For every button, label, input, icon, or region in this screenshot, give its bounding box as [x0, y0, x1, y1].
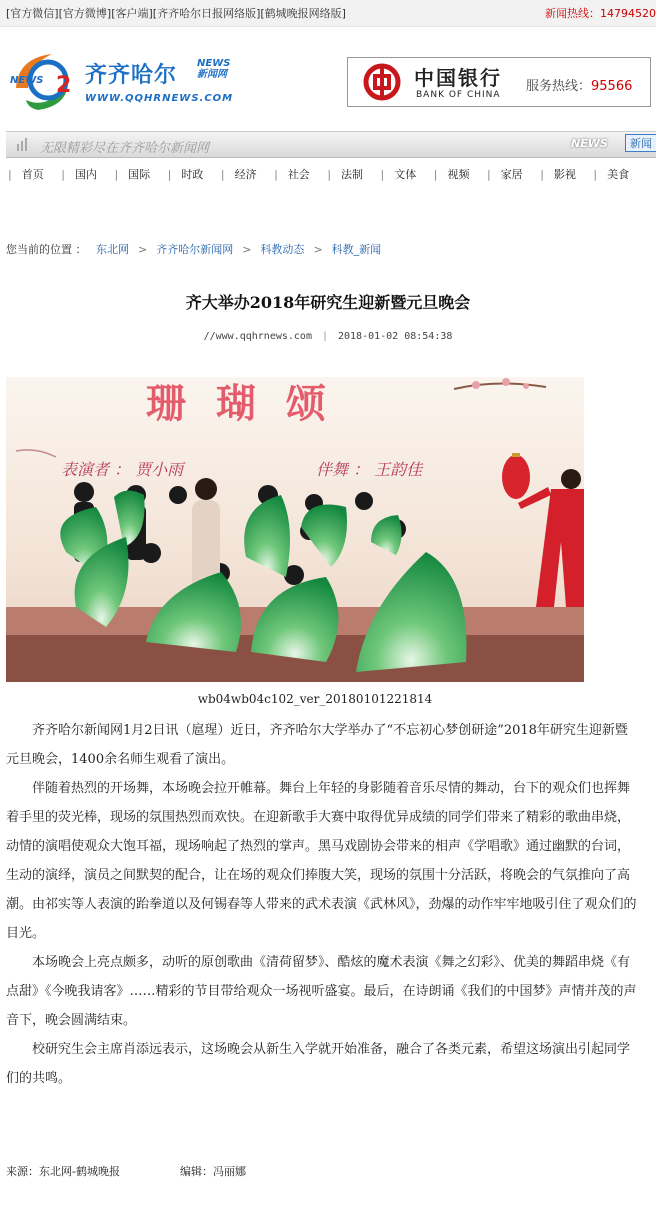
bank-service-label: 服务热线： [526, 79, 592, 94]
nav-item-culture-sports[interactable]: 文体 [394, 168, 417, 181]
article-footer [6, 1163, 246, 1179]
nav-item-domestic[interactable]: 国内 [74, 168, 97, 181]
article-photo [6, 377, 584, 682]
svg-text:2: 2 [56, 73, 72, 98]
breadcrumb-item-science-news[interactable]: 科教_新闻 [331, 243, 382, 256]
logo-url: WWW.QQHRNEWS.COM [85, 93, 234, 104]
bank-of-china-logo-icon [362, 62, 402, 102]
article-paragraph: 伴随着热烈的开场舞，本场晚会拉开帷幕。舞台上年轻的身影随着音乐尽情的舞动，台下的观众们也挥舞着手里的荧光棒，现场的氛围热烈而欢快。在迎新歌手大赛中取得优异成绩的同学们带来了精彩的歌曲串烧，动情的演唱使观众大饱耳福，现场响起了热烈的掌声。黑马戏剧协会带来的相声《学唱歌》通过幽默的台词，生动的演绎，演员之间默契的配合，让在场的观众们捧腹大笑，现场的氛围十分活跃，将晚会的气氛推向了高潮。由祁实等人表演的跆拳道以及何锡春等人带来的武术表演《武林风》，劲爆的动作牢牢地吸引住了观众们的目光。 [6, 781, 637, 941]
hotline-label: 新闻热线： [545, 7, 600, 20]
breadcrumb-item-qqhr[interactable]: 齐齐哈尔新闻网 [156, 243, 234, 256]
nav-item-video[interactable]: 视频 [447, 168, 470, 181]
slogan-news-button[interactable]: 新闻 [625, 134, 656, 152]
top-link-evening[interactable]: [鹤城晚报网络版] [260, 7, 346, 20]
logo-news-label [197, 58, 230, 80]
editor-value: 冯丽娜 [212, 1165, 246, 1178]
editor-label: 编辑： [179, 1165, 213, 1178]
breadcrumb-item-northeast[interactable]: 东北网 [96, 243, 129, 256]
bank-of-china-ad[interactable] [347, 57, 651, 107]
photo-caption: wb04wb04c102_ver_20180101221814 [197, 692, 433, 706]
top-links [6, 5, 346, 21]
top-link-weibo[interactable]: [官方微博] [58, 7, 112, 20]
slogan-bar [6, 131, 656, 158]
article-body [6, 716, 638, 1093]
main-nav: | 首页 | 国内 | 国际 | 时政 | 经济 | 社会 | 法制 | 文体 | 视频 | 家居 | 影视 | 美食 [8, 168, 630, 181]
article-meta: //www.qqhrnews.com | 2018-01-02 08:54:38 [203, 331, 453, 342]
top-link-wechat[interactable]: [官方微信] [6, 7, 59, 20]
slogan-news-badge: NEWS [571, 137, 608, 150]
nav-item-international[interactable]: 国际 [128, 168, 151, 181]
chevron-right-icon: > [138, 243, 148, 256]
article-title: 齐大举办2018年研究生迎新暨元旦晚会 [185, 293, 471, 312]
top-link-daily[interactable]: [齐齐哈尔日报网络版] [152, 7, 261, 20]
nav-item-society[interactable]: 社会 [287, 168, 310, 181]
chevron-right-icon: > [242, 243, 252, 256]
chevron-right-icon: > [313, 243, 323, 256]
nav-item-film[interactable]: 影视 [553, 168, 576, 181]
logo-badge-text: NEWS [10, 75, 44, 86]
slogan-text: 无限精彩尽在齐齐哈尔新闻网 [40, 141, 210, 156]
bars-icon [16, 138, 30, 152]
top-bar [0, 0, 656, 27]
banner-performer: 表演者 ： 贾小雨 [61, 460, 184, 479]
source-value: 东北网-鹤城晚报 [39, 1165, 120, 1178]
article-paragraph: 校研究生会主席肖添远表示，这场晚会从新生入学就开始准备，融合了各类元素，希望这场演出引起同学们的共鸣。 [6, 1042, 631, 1086]
top-link-client[interactable]: [客户端] [111, 7, 153, 20]
hotline-number: 14794520 [600, 7, 656, 20]
breadcrumb-label: 您当前的位置 ： [6, 243, 87, 256]
breadcrumb-item-science[interactable]: 科教动态 [260, 243, 305, 256]
nav-item-economy[interactable]: 经济 [234, 168, 257, 181]
nav-item-law[interactable]: 法制 [341, 168, 364, 181]
logo-title: 齐齐哈尔 [85, 63, 178, 88]
logo-news-cn: 新闻网 [197, 69, 227, 80]
article-datetime: 2018-01-02 08:54:38 [338, 331, 453, 342]
banner-dancer: 伴舞 ： 王韵佳 [316, 460, 423, 479]
source-label: 来源： [6, 1165, 39, 1178]
banner-title: 珊 瑚 颂 [146, 380, 334, 427]
site-logo[interactable] [8, 48, 248, 114]
nav-item-politics[interactable]: 时政 [181, 168, 204, 181]
article-paragraph: 齐齐哈尔新闻网1月2日讯（扈瑆）近日，齐齐哈尔大学举办了“不忘初心梦创研途”2018年研究生迎新暨元旦晚会，1400余名师生观看了演出。 [6, 723, 628, 767]
logo-news-en: NEWS [197, 58, 231, 69]
nav-item-food[interactable]: 美食 [607, 168, 630, 181]
bank-service-number: 95566 [591, 79, 633, 94]
nav-item-home[interactable]: 首页 [21, 168, 44, 181]
article-paragraph: 本场晚会上亮点颇多，动听的原创歌曲《清荷留梦》、酷炫的魔术表演《舞之幻彩》、优美的舞蹈串烧《有点甜》《今晚我请客》……精彩的节目带给观众一场视听盛宴。最后，在诗朗诵《我们的中国梦》声情并茂的声音下，晚会圆满结束。 [6, 955, 637, 1028]
breadcrumb [6, 241, 381, 257]
bank-name-en: BANK OF CHINA [416, 90, 501, 100]
logo-swoosh-icon [8, 48, 80, 114]
bank-name: 中国银行 [414, 66, 502, 90]
nav-item-home-living[interactable]: 家居 [500, 168, 523, 181]
bank-service-line [526, 75, 632, 94]
article-source-link[interactable]: //www.qqhrnews.com [203, 331, 312, 342]
news-hotline [545, 5, 656, 21]
